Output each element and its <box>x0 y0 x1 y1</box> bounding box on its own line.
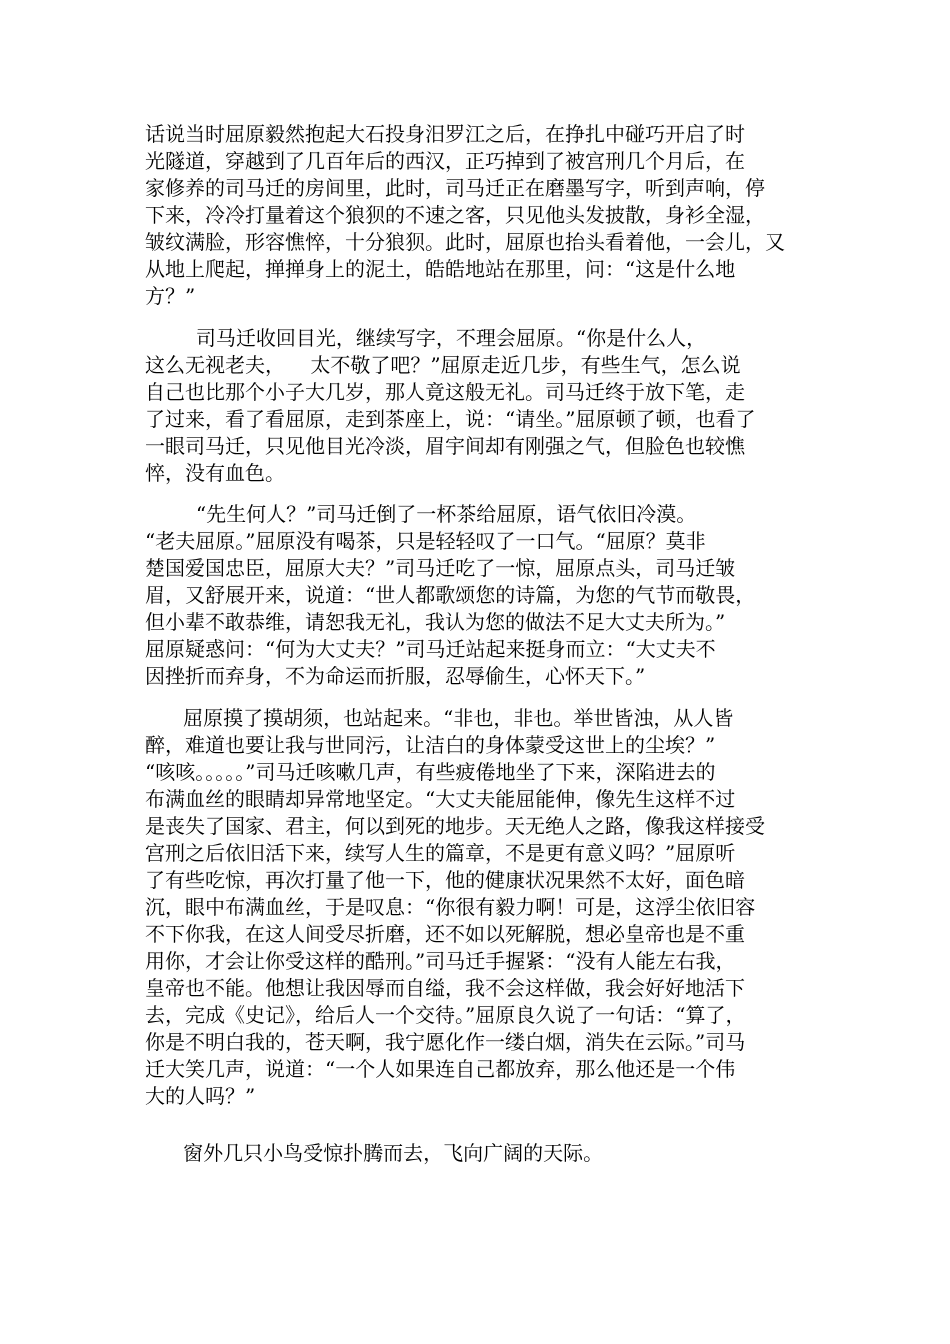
text-line: “先生何人？”司马迁倒了一杯茶给屈原，语气依旧冷漠。 <box>145 502 697 526</box>
text-line: “老夫屈原。”屈原没有喝茶，只是轻轻叹了一口气。“屈原？莫非 <box>145 529 706 553</box>
text-line: 皱纹满脸，形容憔悴，十分狼狈。此时，屈原也抬头看着他，一会儿，又 <box>145 230 785 254</box>
text-line: “咳咳。。。。。”司马迁咳嗽几声，有些疲倦地坐了下来，深陷进去的 <box>145 760 716 784</box>
text-line: 不下你我，在这人间受尽折磨，还不如以死解脱，想必皇帝也是不重 <box>145 922 745 946</box>
text-line: 家修养的司马迁的房间里，此时，司马迁正在磨墨写字，听到声响，停 <box>145 176 765 200</box>
text-line: 司马迁收回目光，继续写字，不理会屈原。“你是什么人， <box>145 326 707 350</box>
text-line: 迁大笑几声，说道：“一个人如果连自己都放弃，那么他还是一个伟 <box>145 1057 736 1081</box>
text-line: 屈原疑惑问：“何为大丈夫？”司马迁站起来挺身而立：“大丈夫不 <box>145 637 716 661</box>
text-line: 悴，没有血色。 <box>145 461 285 485</box>
text-line: 屈原摸了摸胡须，也站起来。“非也，非也。举世皆浊，从人皆 <box>145 706 734 730</box>
text-line: 但小辈不敢恭维，请恕我无礼，我认为您的做法不足大丈夫所为。” <box>145 610 726 634</box>
text-line: 是丧失了国家、君主，何以到死的地步。天无绝人之路，像我这样接受 <box>145 814 765 838</box>
text-line: 了过来，看了看屈原，走到茶座上，说：“请坐。”屈原顿了顿，也看了 <box>145 407 756 431</box>
text-line: 从地上爬起，掸掸身上的泥土，皓皓地站在那里，问：“这是什么地 <box>145 257 736 281</box>
text-line: 宫刑之后依旧活下来，续写人生的篇章，不是更有意义吗？”屈原听 <box>145 841 736 865</box>
text-line: 眉，又舒展开来，说道：“世人都歌颂您的诗篇，为您的气节而敬畏， <box>145 583 756 607</box>
text-line: 大的人吗？” <box>145 1084 256 1108</box>
text-line: 因挫折而弃身，不为命运而折服，忍辱偷生，心怀天下。” <box>145 664 646 688</box>
text-line: 皇帝也不能。他想让我因辱而自缢，我不会这样做，我会好好地活下 <box>145 976 745 1000</box>
text-line: 话说当时屈原毅然抱起大石投身汨罗江之后，在挣扎中碰巧开启了时 <box>145 122 745 146</box>
text-line: 醉，难道也要让我与世同污，让洁白的身体蒙受这世上的尘埃？” <box>145 733 716 757</box>
text-line: 楚国爱国忠臣，屈原大夫？”司马迁吃了一惊，屈原点头，司马迁皱 <box>145 556 736 580</box>
text-line: 用你，才会让你受这样的酷刑。”司马迁手握紧：“没有人能左右我， <box>145 949 736 973</box>
text-line: 下来，冷冷打量着这个狼狈的不速之客，只见他头发披散，身衫全湿， <box>145 203 765 227</box>
text-line: 光隧道，穿越到了几百年后的西汉，正巧掉到了被宫刑几个月后，在 <box>145 149 745 173</box>
text-line: 这么无视老夫， 太不敬了吧？”屈原走近几步，有些生气，怎么说 <box>145 353 741 377</box>
text-line: 窗外几只小鸟受惊扑腾而去，飞向广阔的天际。 <box>145 1141 604 1165</box>
text-line: 自己也比那个小子大几岁，那人竟这般无礼。司马迁终于放下笔，走 <box>145 380 745 404</box>
text-line: 方？” <box>145 284 196 308</box>
text-line: 了有些吃惊，再次打量了他一下，他的健康状况果然不太好，面色暗 <box>145 868 745 892</box>
text-line: 沉，眼中布满血丝，于是叹息：“你很有毅力啊！可是，这浮尘依旧容 <box>145 895 756 919</box>
text-line: 去，完成《史记》，给后人一个交待。”屈原良久说了一句话：“算了， <box>145 1003 746 1027</box>
text-line: 你是不明白我的，苍天啊，我宁愿化作一缕白烟，消失在云际。”司马 <box>145 1030 746 1054</box>
text-line: 布满血丝的眼睛却异常地坚定。“大丈夫能屈能伸，像先生这样不过 <box>145 787 736 811</box>
text-line: 一眼司马迁，只见他目光冷淡，眉宇间却有刚强之气，但脸色也较憔 <box>145 434 745 458</box>
